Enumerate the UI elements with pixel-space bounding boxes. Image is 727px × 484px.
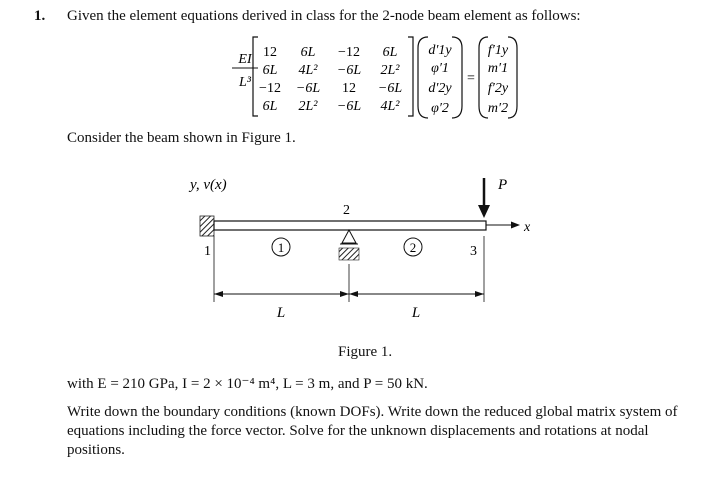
task-text: Write down the boundary conditions (known DOFs). Write down the reduced global matrix system of equations including the force vector. Solve for the unknown displacements and rotations at nodal positions. <box>67 404 678 458</box>
dimension-arrowhead <box>340 291 349 297</box>
equals-sign: = <box>467 71 475 86</box>
dimension-arrowhead <box>475 291 484 297</box>
matrix-cell: 4L² <box>298 63 318 78</box>
vector-entry: f′2y <box>487 81 509 96</box>
beam-figure <box>0 160 727 342</box>
question-prompt: Given the element equations derived in class for the 2-node beam element as follows: <box>67 8 581 24</box>
element-equation <box>0 0 727 130</box>
node-label: 3 <box>470 244 477 259</box>
matrix-cell: −6L <box>377 81 403 96</box>
stiffness-matrix <box>259 45 402 114</box>
vector-entry: m′2 <box>487 101 509 116</box>
element-label: 2 <box>409 240 417 255</box>
vector-entry: d′2y <box>428 81 452 96</box>
matrix-cell: 2L² <box>380 63 400 78</box>
matrix-cell: 6L <box>262 63 278 78</box>
beam <box>214 221 486 230</box>
vector-entry: f′1y <box>487 43 509 58</box>
matrix-cell: 4L² <box>380 99 400 114</box>
load-arrowhead <box>478 205 490 218</box>
fixed-support <box>200 216 214 236</box>
matrix-cell: 6L <box>300 45 316 60</box>
disp-left-paren <box>418 37 428 118</box>
span-label: L <box>411 305 421 321</box>
vector-entry: φ′1 <box>431 61 449 76</box>
matrix-cell: 2L² <box>298 99 318 114</box>
span-label: L <box>276 305 286 321</box>
pin-support <box>342 230 356 243</box>
matrix-right-bracket <box>408 37 413 116</box>
x-axis-label: x <box>524 220 531 235</box>
prefactor-numerator: EI <box>238 52 252 67</box>
matrix-cell: 6L <box>382 45 398 60</box>
force-right-paren <box>508 37 517 118</box>
matrix-cell: −12 <box>338 45 360 60</box>
consider-text: Consider the beam shown in Figure 1. <box>67 130 296 146</box>
prefactor-denominator: L³ <box>239 75 251 90</box>
node-label: 2 <box>343 203 350 218</box>
displacement-vector <box>428 43 452 116</box>
matrix-cell: 6L <box>262 99 278 114</box>
x-axis-arrowhead <box>511 222 520 229</box>
disp-right-paren <box>452 37 462 118</box>
given-values: with E = 210 GPa, I = 2 × 10⁻⁴ m⁴, L = 3 m, and P = 50 kN. <box>67 376 428 392</box>
dimension-arrowhead <box>349 291 358 297</box>
load-label: P <box>498 177 508 193</box>
vector-entry: φ′2 <box>431 101 449 116</box>
element-label: 1 <box>277 240 285 255</box>
dimension-arrowhead <box>214 291 223 297</box>
figure-caption: Figure 1. <box>338 344 393 360</box>
node-label: 1 <box>204 244 211 259</box>
force-vector <box>488 43 509 116</box>
matrix-cell: −6L <box>336 63 362 78</box>
matrix-cell: 12 <box>342 81 356 96</box>
matrix-cell: −6L <box>295 81 321 96</box>
matrix-cell: −12 <box>259 81 281 96</box>
vector-entry: d′1y <box>428 43 452 58</box>
matrix-cell: 12 <box>263 45 277 60</box>
vector-entry: m′1 <box>487 61 509 76</box>
question-number: 1. <box>34 8 46 24</box>
ground-hatch <box>339 248 359 260</box>
force-left-paren <box>479 37 488 118</box>
matrix-left-bracket <box>253 37 258 116</box>
matrix-cell: −6L <box>336 99 362 114</box>
y-axis-label: y, v(x) <box>190 177 227 193</box>
